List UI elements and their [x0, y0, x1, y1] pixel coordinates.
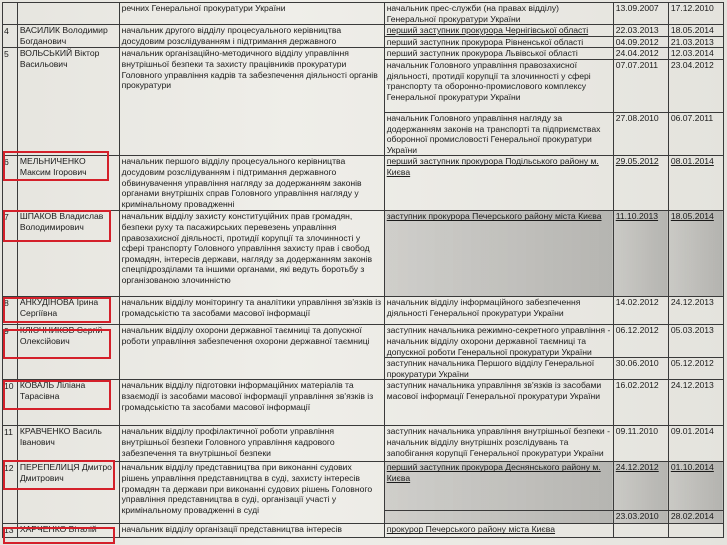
person-name: КЛЮЧНИКОВ Сергій Олексійович: [17, 325, 119, 380]
previous-post: заступник начальника управління внутрішньої безпеки - начальник відділу внутрішніх розслідувань та запобігання корупції Генеральної прокуратури України: [384, 426, 613, 462]
date-to: 12.03.2014: [670, 48, 714, 59]
date-to: 24.12.2013: [668, 297, 723, 325]
row-number: 13: [3, 524, 18, 538]
date-from: 29.05.2012: [613, 156, 668, 211]
highlight-box-kharchenko: [3, 527, 115, 544]
department-position: начальник відділу представництва при виконанні судових рішень управління представництва в суді, захисту інтересів громадян та держави при виконанні судових рішень Головного управління представництва в суді, організації участі у кримінальному провадженні в суді: [119, 462, 384, 524]
date-from: 04.09.2012: [614, 36, 668, 48]
date-from: 13.09.2007: [613, 3, 668, 25]
previous-post: начальник відділу інформаційного забезпечення діяльності Генеральної прокуратури України: [384, 297, 613, 325]
department-position: начальник організаційно-методичного відділу управління внутрішньої безпеки та захисту працівників прокуратури Головного управління кадрів та забезпечення діяльності органів прокуратури: [119, 48, 384, 156]
person-name: ВАСИЛИК Володимир Богданович: [17, 25, 119, 48]
row-number: 4: [3, 25, 18, 48]
table-row: [3, 25, 724, 48]
department-position: начальник відділу охорони державної таємниці та допускної роботи управління забезпечення охорони державної таємниці: [119, 325, 384, 380]
personnel-table: [2, 2, 724, 538]
previous-post: перший заступник прокурора Чернігівської області: [386, 25, 589, 36]
person-name: АНКУДІНОВА Ірина Сергіївна: [17, 297, 119, 325]
date-from: 22.03.2013: [615, 25, 659, 36]
date-to: 01.10.2014: [670, 462, 714, 473]
row-number: 7: [3, 211, 18, 297]
date-to: 09.01.2014: [668, 426, 723, 462]
date-to: [668, 524, 723, 538]
row-number: 6: [3, 156, 18, 211]
date-to: 24.12.2013: [668, 380, 723, 426]
date-from: 23.03.2010: [614, 510, 668, 522]
row-number: [3, 3, 18, 25]
person-name: КОВАЛЬ Ліліана Тарасівна: [17, 380, 119, 426]
date-from: 27.08.2010: [614, 112, 668, 124]
row-number: 9: [3, 325, 18, 380]
highlight-box-shpakov: [3, 210, 111, 242]
date-from: 14.02.2012: [613, 297, 668, 325]
department-position: начальник відділу моніторингу та аналітики управління зв'язків із громадськістю та засобами масової інформації: [119, 297, 384, 325]
department-position: начальник другого відділу процесуального керівництва досудовим розслідуванням і підтримання державного: [119, 25, 384, 48]
row-number: 8: [3, 297, 18, 325]
highlight-box-melnychenko: [3, 151, 109, 181]
date-to: 05.03.2013: [670, 325, 714, 336]
highlight-box-kliuchnykov: [3, 329, 111, 359]
previous-post: начальник Головного управління правозахисної діяльності, протидії корупції та злочинності у сфері транспорту та оборонно-промислового комплексу Генеральної прокуратури України: [385, 59, 613, 112]
previous-post: перший заступник прокурора Подільського району м. Києва: [384, 156, 613, 211]
department-position: начальник першого відділу процесуального керівництва досудовим розслідуванням і підтримання державного обвинувачення управління нагляду за додержанням законів органами внутрішніх справ Головного управління нагляду у кримінальному провадженні: [119, 156, 384, 211]
date-from: 07.07.2011: [614, 59, 668, 112]
previous-post: перший заступник прокурора Деснянського району м. Києва: [386, 462, 601, 483]
date-to: 21.03.2013: [669, 36, 723, 48]
row-number: 12: [3, 462, 18, 524]
date-to: 05.12.2012: [669, 357, 723, 369]
date-from: 09.11.2010: [613, 426, 668, 462]
person-name: ХАРЧЕНКО Віталій: [17, 524, 119, 538]
highlight-box-ankudinova: [3, 297, 111, 323]
highlight-box-perepelytsia: [3, 460, 115, 490]
department-position: начальник відділу захисту конституційних прав громадян, безпеки руху та пасажирських перевезень управління правозахисної діяльності, протидії корупції та злочинності у сфері транспорту Головного управління захисту прав і свобод громадян, інтересів держави, нагляду за додержанням законів спецпідрозділами та іншими органами, які ведуть боротьбу з організованою злочинністю: [119, 211, 384, 297]
person-name: МЕЛЬНИЧЕНКО Максим Ігорович: [17, 156, 119, 211]
table-row: [3, 48, 724, 156]
date-from: 30.06.2010: [614, 357, 668, 369]
date-to: 28.02.2014: [669, 510, 723, 522]
department-position: речних Генеральної прокуратури України: [119, 3, 384, 25]
person-name: ШПАКОВ Владислав Володимирович: [17, 211, 119, 297]
previous-post: начальник Головного управління нагляду за додержанням законів на транспорті та підприємствах оборонної промисловості Генеральної прокуратури України: [385, 112, 613, 155]
previous-post: заступник прокурора Печерського району міста Києва: [384, 211, 613, 297]
date-from: [613, 524, 668, 538]
previous-post: начальник прес-служби (на правах відділу) Генеральної прокуратури України: [384, 3, 613, 25]
department-position: начальник відділу профілактичної роботи управління внутрішньої безпеки Головного управління кадрового забезпечення та внутрішньої безпеки: [119, 426, 384, 462]
table-row: [3, 3, 724, 25]
previous-post: [385, 510, 613, 511]
previous-post: заступник начальника режимно-секретного управління - начальник відділу охорони державної таємниці та допускної роботи Генеральної прокуратури України: [386, 325, 611, 357]
previous-post: перший заступник прокурора Рівненської області: [385, 36, 613, 48]
row-number: 5: [3, 48, 18, 156]
date-from: 24.12.2012: [615, 462, 659, 473]
previous-post: перший заступник прокурора Львівської області: [386, 48, 578, 59]
date-to: 08.01.2014: [668, 156, 723, 211]
date-from: 16.02.2012: [613, 380, 668, 426]
date-to: 23.04.2012: [669, 59, 723, 112]
previous-post: заступник начальника Першого відділу Генеральної прокуратури України: [385, 357, 613, 379]
date-to: 17.12.2010: [668, 3, 723, 25]
department-position: начальник відділу підготовки інформаційних матеріалів та взаємодії із засобами масової інформації управління зв'язків із громадськістю та засобами масової інформації: [119, 380, 384, 426]
date-from: 11.10.2013: [613, 211, 668, 297]
department-position: начальник відділу організації представництва інтересів: [119, 524, 384, 538]
date-from: 06.12.2012: [615, 325, 659, 336]
table-row: [3, 426, 724, 462]
row-number: 10: [3, 380, 18, 426]
person-name: ПЕРЕПЕЛИЦЯ Дмитро Дмитрович: [17, 462, 119, 524]
date-to: 18.05.2014: [668, 211, 723, 297]
highlight-box-koval: [3, 380, 111, 410]
person-name: КРАВЧЕНКО Василь Іванович: [17, 426, 119, 462]
person-name: ВОЛЬСЬКИЙ Віктор Васильович: [17, 48, 119, 156]
person-name: [17, 3, 119, 25]
date-to: 06.07.2011: [669, 112, 723, 124]
previous-post: прокурор Печерського району міста Києва: [384, 524, 613, 538]
row-number: 11: [3, 426, 18, 462]
table-row: [3, 156, 724, 211]
previous-post: заступник начальника управління зв'язків із засобами масової інформації Генеральної прокуратури України: [384, 380, 613, 426]
date-to: 18.05.2014: [670, 25, 714, 36]
date-from: 24.04.2012: [615, 48, 659, 59]
